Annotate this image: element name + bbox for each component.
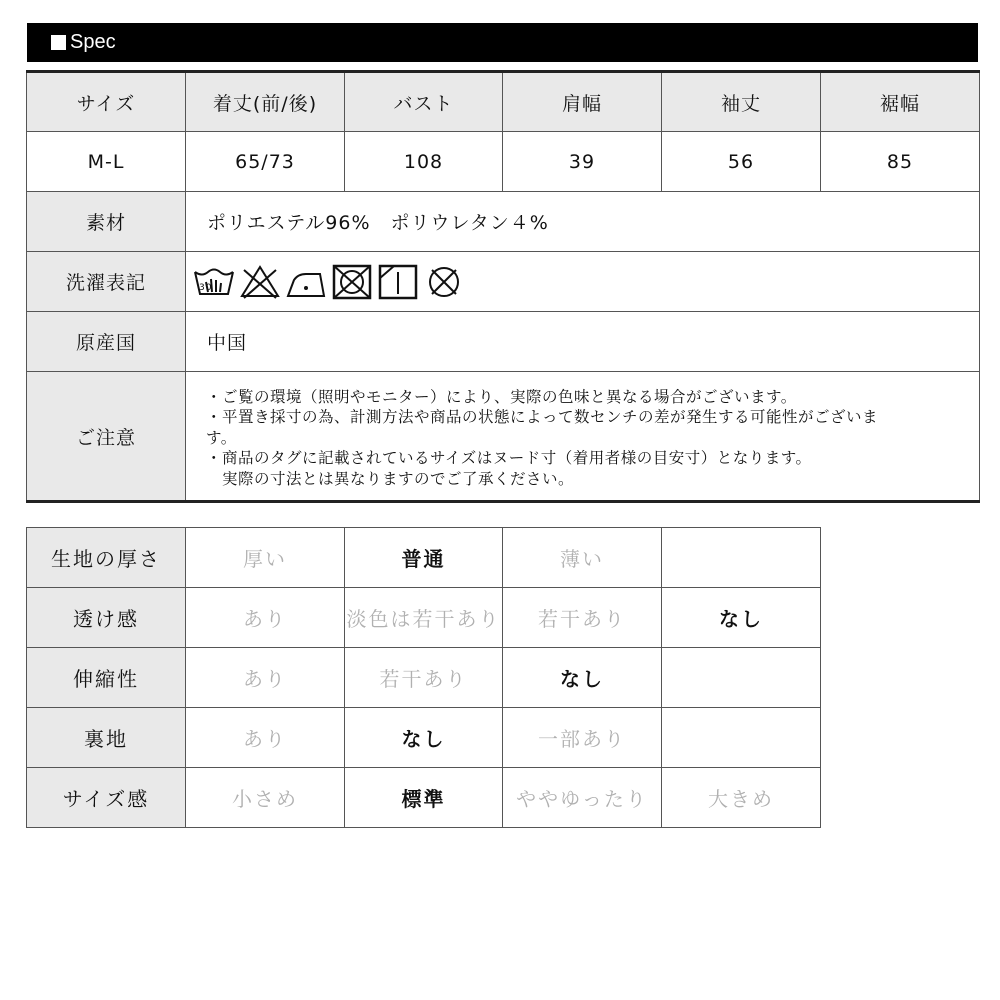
fabric-option: あり	[186, 708, 345, 768]
material-row	[27, 192, 980, 252]
fabric-table	[26, 527, 821, 828]
fabric-row	[27, 528, 821, 588]
material-value: ポリエステル96% ポリウレタン４%	[186, 192, 980, 252]
value-shoulder: 39	[503, 132, 662, 192]
material-label: 素材	[27, 192, 186, 252]
fabric-row-label: 裏地	[27, 708, 186, 768]
line-dry-shade-icon	[376, 262, 420, 302]
notes-line: す。	[206, 428, 237, 447]
fabric-option-selected: 標準	[345, 768, 503, 828]
fabric-row-label: 透け感	[27, 588, 186, 648]
fabric-option: 若干あり	[345, 648, 503, 708]
value-sleeve: 56	[662, 132, 821, 192]
fabric-row-label: 伸縮性	[27, 648, 186, 708]
header-hem: 裾幅	[821, 72, 980, 132]
fabric-option-selected: なし	[345, 708, 503, 768]
iron-low-icon	[284, 262, 328, 302]
fabric-row	[27, 708, 821, 768]
no-tumble-dry-icon	[330, 262, 374, 302]
value-length: 65/73	[186, 132, 345, 192]
header-bust: バスト	[345, 72, 503, 132]
fabric-option: 若干あり	[503, 588, 662, 648]
spec-title: Spec	[70, 31, 116, 53]
wash-temp-label: 30	[199, 282, 213, 293]
origin-value: 中国	[186, 312, 980, 372]
fabric-option: 一部あり	[503, 708, 662, 768]
fabric-option	[662, 708, 821, 768]
size-header-row	[27, 72, 980, 132]
fabric-row	[27, 648, 821, 708]
fabric-option-selected: なし	[662, 588, 821, 648]
header-shoulder: 肩幅	[503, 72, 662, 132]
fabric-row-label: 生地の厚さ	[27, 528, 186, 588]
square-bullet-icon	[51, 35, 66, 50]
fabric-option-selected: なし	[503, 648, 662, 708]
care-icons-cell	[186, 252, 980, 312]
fabric-option: 厚い	[186, 528, 345, 588]
care-row	[27, 252, 980, 312]
fabric-option	[662, 528, 821, 588]
notes-line: ・平置き採寸の為、計測方法や商品の状態によって数センチの差が発生する可能性がございま	[206, 408, 879, 427]
fabric-option	[662, 648, 821, 708]
care-icons	[186, 262, 979, 302]
notes-line: 実際の寸法とは異なりますのでご了承ください。	[222, 469, 575, 488]
notes-text	[186, 372, 980, 502]
notes-row	[27, 372, 980, 502]
value-bust: 108	[345, 132, 503, 192]
fabric-option: 薄い	[503, 528, 662, 588]
origin-row	[27, 312, 980, 372]
header-length: 着丈(前/後)	[186, 72, 345, 132]
fabric-row	[27, 768, 821, 828]
hand-wash-30-icon	[192, 262, 236, 302]
origin-label: 原産国	[27, 312, 186, 372]
no-bleach-icon	[238, 262, 282, 302]
fabric-row	[27, 588, 821, 648]
fabric-option: あり	[186, 648, 345, 708]
spec-title-bar	[27, 23, 978, 62]
fabric-option: 大きめ	[662, 768, 821, 828]
care-label: 洗濯表記	[27, 252, 186, 312]
notes-label: ご注意	[27, 372, 186, 502]
value-hem: 85	[821, 132, 980, 192]
size-value-row	[27, 132, 980, 192]
fabric-row-label: サイズ感	[27, 768, 186, 828]
fabric-option-selected: 普通	[345, 528, 503, 588]
size-table	[26, 70, 980, 503]
header-sleeve: 袖丈	[662, 72, 821, 132]
fabric-option: 淡色は若干あり	[345, 588, 503, 648]
header-size: サイズ	[27, 72, 186, 132]
value-size: M-L	[27, 132, 186, 192]
notes-line: ・ご覧の環境（照明やモニター）により、実際の色味と異なる場合がございます。	[206, 387, 797, 406]
notes-line: ・商品のタグに記載されているサイズはヌード寸（着用者様の目安寸）となります。	[206, 449, 812, 468]
no-dry-clean-icon	[422, 262, 466, 302]
fabric-option: 小さめ	[186, 768, 345, 828]
fabric-option: ややゆったり	[503, 768, 662, 828]
fabric-option: あり	[186, 588, 345, 648]
